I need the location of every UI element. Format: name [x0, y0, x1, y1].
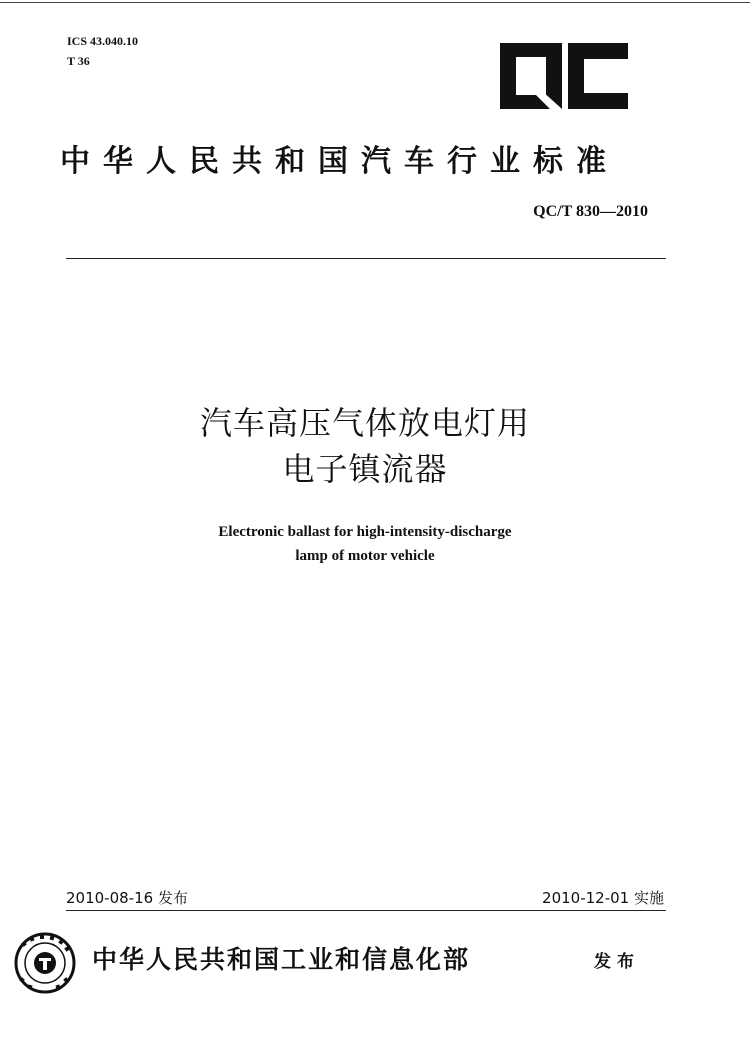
- implementation-date: 2010-12-01 实施: [542, 889, 664, 907]
- document-title-en: [0, 520, 730, 568]
- category-code: T 36: [67, 54, 90, 68]
- publishing-authority: 中华人民共和国工业和信息化部: [92, 945, 471, 974]
- ministry-seal-icon: [14, 932, 76, 994]
- qc-logo-icon: [500, 43, 628, 109]
- title-en-line-1: Electronic ballast for high-intensity-discharge: [218, 524, 512, 540]
- title-cn-line-2: 电子镇流器: [282, 450, 448, 488]
- title-en-line-2: lamp of motor vehicle: [295, 548, 435, 564]
- ics-code: ICS 43.040.10: [67, 34, 139, 48]
- top-border-line: [0, 2, 750, 3]
- header-divider: [66, 258, 666, 259]
- publish-label: 发布: [594, 952, 640, 972]
- standard-category-title: 中华人民共和国汽车行业标准: [60, 144, 619, 179]
- standard-number: QC/T 830—2010: [533, 203, 648, 220]
- footer-divider: [66, 910, 666, 911]
- classification-codes: [67, 31, 138, 71]
- title-cn-line-1: 汽车高压气体放电灯用: [199, 404, 530, 442]
- document-title-cn: [0, 400, 730, 492]
- issue-date: 2010-08-16 发布: [66, 889, 188, 907]
